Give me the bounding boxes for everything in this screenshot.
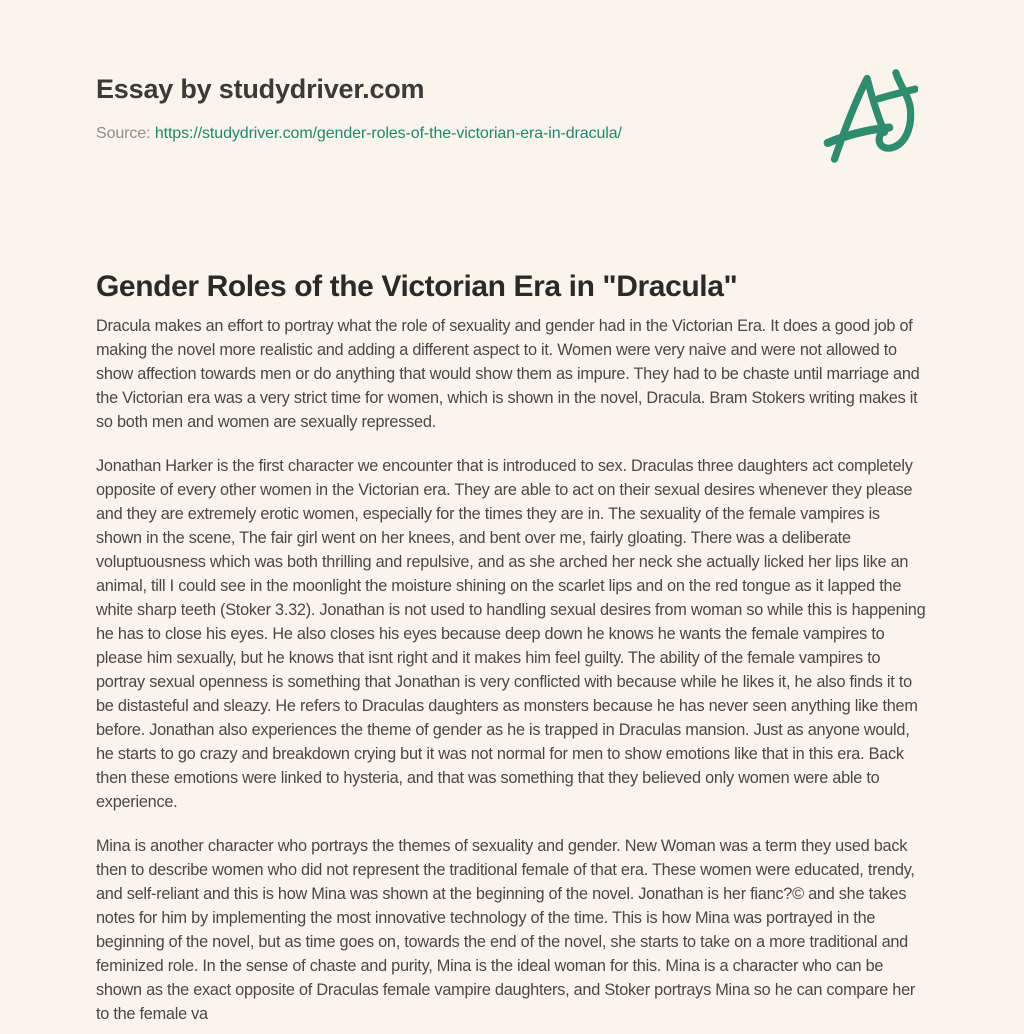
paragraph-3: Mina is another character who portrays the themes of sexuality and gender. New Woman was a term they used back then to describe women who did not represent the traditional female of that era. These women were educated, trendy, and self-reliant and this is how Mina was shown at the beginning of the novel. Jonathan is her fianc?© and she takes notes for him by implementing the most innovative technology of the time. This is how Mina was portrayed in the beginning of the novel, but as time goes on, towards the end of the novel, she starts to take on a more traditional and feminized role. In the sense of chaste and purity, Mina is the ideal woman for this. Mina is a character who can be shown as the exact opposite of Draculas female vampire daughters, and Stoker portrays Mina so he can compare her to the female va: [96, 837, 916, 1023]
article-body: [96, 314, 929, 1034]
source-row: [96, 125, 622, 143]
source-label: Source:: [96, 125, 151, 142]
studydriver-logo: [822, 66, 918, 166]
paragraph-1: Dracula makes an effort to portray what the role of sexuality and gender had in the Victorian Era. It does a good job of making the novel more realistic and adding a different aspect to it. Women were very naive and were not allowed to show affection towards men or do anything that would show them as impure. They had to be chaste until marriage and the Victorian era was a very strict time for women, which is shown in the novel, Dracula. Bram Stokers writing makes it so both men and women are sexually repressed.: [96, 317, 920, 431]
article-title: Gender Roles of the Victorian Era in "Dracula": [96, 270, 738, 304]
paragraph-2: Jonathan Harker is the first character we encounter that is introduced to sex. Draculas three daughters act completely opposite of every other women in the Victorian era. They are able to act on their sexual desires whenever they please and they are extremely erotic women, especially for the times they are in. The sexuality of the female vampires is shown in the scene, The fair girl went on her knees, and bent over me, fairly gloating. There was a deliberate voluptuousness which was both thrilling and repulsive, and as she arched her neck she actually licked her lips like an animal, till I could see in the moonlight the moisture shining on the scarlet lips and on the red tongue as it lapped the white sharp teeth (Stoker 3.32). Jonathan is not used to handling sexual desires from woman so while this is happening he has to close his eyes. He also closes his eyes because deep down he knows he wants the female vampires to please him sexually, but he knows that isnt right and it makes him feel guilty. The ability of the female vampires to portray sexual openness is something that Jonathan is very conflicted with because while he likes it, he also finds it to be distasteful and sleazy. He refers to Draculas daughters as monsters because he has never seen anything like them before. Jonathan also experiences the theme of gender as he is trapped in Draculas mansion. Just as anyone would, he starts to go crazy and breakdown crying but it was not normal for men to show emotions like that in this era. Back then these emotions were linked to hysteria, and that was something that they believed only women were able to experience.: [96, 457, 926, 811]
source-link[interactable]: https://studydriver.com/gender-roles-of-the-victorian-era-in-dracula/: [154, 125, 622, 142]
essay-by-heading: Essay by studydriver.com: [96, 74, 425, 104]
a-plus-logo-icon: [822, 66, 918, 166]
